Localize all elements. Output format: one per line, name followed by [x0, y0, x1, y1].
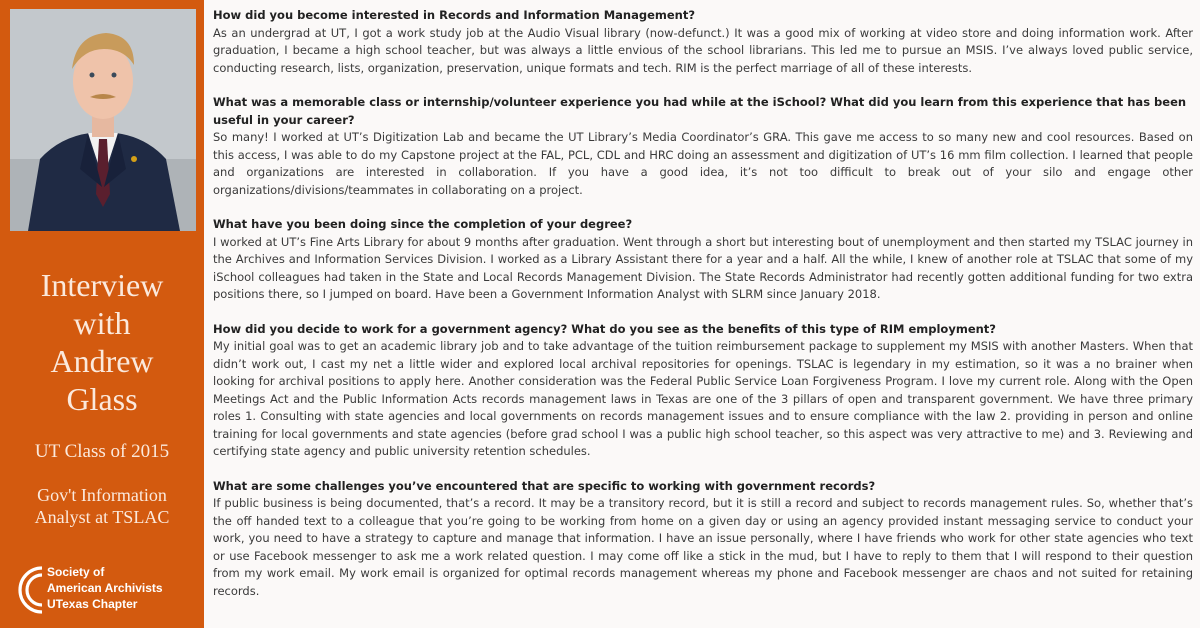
- question: What are some challenges you’ve encountered that are specific to working with government records?: [213, 478, 876, 493]
- question: What have you been doing since the completion of your degree?: [213, 217, 633, 231]
- answer: I worked at UT’s Fine Arts Library for about 9 months after graduation. Went through a short but interesting bout of unemployment and then started my TSLAC journey in the Archives and Information Services Division. I worked as a Library Assistant there for a year and a half. All the while, I knew of another role at TSLAC that some of my iSchool colleagues had taken in the State and Local Records Management Division. The State Records Administrator had recently gotten additional funding for two extra positions there, so I jumped on board. Have been a Government Information Analyst with SLRM since January 2018.: [213, 234, 1193, 301]
- question: What was a memorable class or internship/volunteer experience you had while at the iSchool? What did you learn from this experience that has been useful in your career?: [213, 95, 1187, 127]
- answer: If public business is being documented, that’s a record. It may be a transitory record, but it is still a record and subject to records management rules. So, whether that’s the off handed text to a colleague that you’re going to be working from home on a given day or using an agency provided instant messaging service to conduct your work, you need to have a strategy to capture and manage that information. I have an issue personally, where I have friends who work for other state agencies who text or use Facebook messenger to ask me a work related question. I may come off like a stick in the mud, but I have to reply to them that I will respond to their question from my work email. My work email is organized for optimal records management whereas my phone and Facebook messenger are chaos and not suited for retaining records.: [213, 496, 1193, 598]
- answer: My initial goal was to get an academic library job and to take advantage of the tuition reimbursement package to supplement my MSIS with another Masters. When that didn’t work out, I cast my net a little wider and explored local archival repositories for openings. TSLAC is legendary in my estimation, so it was a no brainer when looking for archival positions to apply here. Another consideration was the Federal Public Service Loan Forgiveness Program. I love my current role. Along with the Open Meetings Act and the Public Information Acts records management laws in Texas are one of the 3 pillars of open and transparent government. We have three primary roles 1. Consulting with state agencies and local governments on records management issues and to ensure compliance with the law 2. providing in person and online training for local governments and state agencies (before grad school I was a public high school teacher, so this aspect was very attractive to me) and 3. Reviewing and certifying state agency and public university retention schedules.: [213, 339, 1193, 458]
- interview-content: [213, 7, 1193, 617]
- class-year: UT Class of 2015: [34, 441, 170, 462]
- job-line: Gov't Information: [37, 485, 167, 505]
- sidebar: [0, 0, 204, 628]
- logo-text: [47, 564, 207, 612]
- saa-logo: [18, 562, 198, 618]
- title-line: Interview: [40, 267, 164, 303]
- logo-line: Society of: [47, 565, 105, 579]
- portrait-illustration: [10, 9, 196, 231]
- job-title: [0, 484, 204, 528]
- saa-arc-icon: [18, 564, 48, 616]
- title-line: Andrew: [50, 343, 154, 379]
- title-line: with: [73, 305, 131, 341]
- qa-block: [213, 321, 1193, 461]
- logo-line: American Archivists: [47, 581, 163, 595]
- qa-block: [213, 7, 1193, 77]
- question: How did you decide to work for a government agency? What do you see as the benefits of this type of RIM employment?: [213, 321, 996, 336]
- job-line: Analyst at TSLAC: [34, 507, 170, 527]
- answer: So many! I worked at UT’s Digitization Lab and became the UT Library’s Media Coordinator’s GRA. This gave me access to so many new and cool resources. Based on this access, I was able to do my Capstone project at the FAL, PCL, CDL and HRC doing an assessment and digitization of UT’s 16 mm film collection. I learned that people and organizations are interested in collaboration. If you have a good idea, it’s not too difficult to break out of your silo and engage other organizations/divisions/teammates in collaborating on a project.: [213, 130, 1193, 197]
- qa-block: [213, 94, 1193, 199]
- portrait-photo: [10, 9, 196, 231]
- qa-block: [213, 478, 1193, 601]
- logo-line: UTexas Chapter: [47, 597, 138, 611]
- question: How did you become interested in Records and Information Management?: [213, 8, 696, 22]
- qa-block: [213, 216, 1193, 304]
- interview-title: [0, 266, 204, 418]
- answer: As an undergrad at UT, I got a work study job at the Audio Visual library (now-defunct.) It was a good mix of working at video store and doing information work. After graduation, I became a high school teacher, but was always a little envious of the school librarians. This led me to pursue an MSIS. I’ve always loved public service, conducting research, lists, organization, preservation, unique formats and tech. RIM is the perfect marriage of all of these interests.: [213, 25, 1193, 75]
- title-line: Glass: [66, 381, 138, 417]
